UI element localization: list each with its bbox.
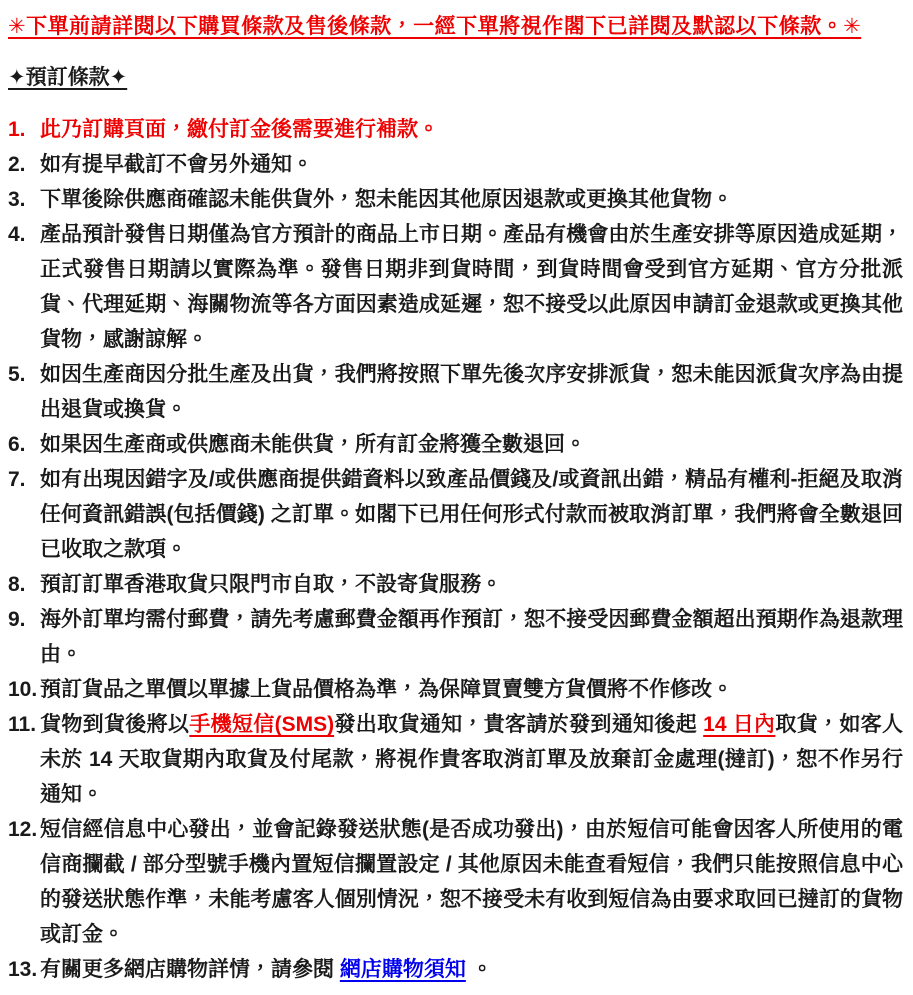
term-item-12	[6, 812, 905, 952]
term-segment: 海外訂單均需付郵費，請先考慮郵費金額再作預訂，恕不接受因郵費金額超出預期作為退款理由。	[40, 608, 903, 666]
term-segment: 產品預計發售日期僅為官方預計的商品上市日期。產品有機會由於生產安排等原因造成延期，正式發售日期請以實際為準。發售日期非到貨時間，到貨時間會受到官方延期、官方分批派貨、代理延期、海關物流等各方面因素造成延遲，恕不接受以此原因申請訂金退款或更換其他貨物，感謝諒解。	[40, 223, 903, 351]
term-segment: 預訂訂單香港取貨只限門市自取，不設寄貨服務。	[40, 573, 502, 596]
term-number: 11.	[8, 713, 37, 736]
term-number: 5.	[8, 363, 26, 386]
term-segment: 如果因生產商或供應商未能供貨，所有訂金將獲全數退回。	[40, 433, 586, 456]
term-item-10	[6, 672, 905, 707]
term-segment: 如有提早截訂不會另外通知。	[40, 153, 313, 176]
term-text	[40, 602, 905, 672]
term-segment: 。	[465, 958, 493, 981]
term-segment: 如因生產商因分批生產及出貨，我們將按照下單先後次序安排派貨，恕未能因派貨次序為由提出退貨或換貨。	[40, 363, 903, 421]
section-heading-preorder-terms: ✦預訂條款✦	[8, 66, 128, 89]
term-item-4	[6, 217, 905, 357]
term-number: 7.	[8, 468, 26, 491]
term-number: 10.	[8, 678, 38, 701]
term-item-5	[6, 357, 905, 427]
term-item-8	[6, 567, 905, 602]
term-item-11	[6, 707, 905, 812]
term-text	[40, 182, 905, 217]
terms-list	[6, 112, 905, 987]
term-text	[40, 147, 905, 182]
term-segment: 有關更多網店購物詳情，請參閱	[40, 958, 340, 981]
highlighted-term-text: 14 日內	[703, 713, 776, 736]
term-text	[40, 952, 905, 987]
term-text	[40, 112, 905, 147]
term-segment: 短信經信息中心發出，並會記錄發送狀態(是否成功發出)，由於短信可能會因客人所使用的電信商攔截 / 部分型號手機內置短信攔置設定 / 其他原因未能查看短信，我們只能按照信息中心的發送狀態作準，未能考慮客人個別情況，恕不接受未有收到短信為由要求取回已撻訂的貨物或訂金。	[40, 818, 903, 946]
term-number: 4.	[8, 223, 26, 246]
term-text	[40, 427, 905, 462]
term-text	[40, 672, 905, 707]
term-segment: 貨物到貨後將以	[40, 713, 190, 736]
term-number: 12.	[8, 818, 38, 841]
term-text	[40, 707, 905, 812]
term-text	[40, 462, 905, 567]
term-segment: 取貨，如客人未於 14 天取貨期內取貨及付尾款，將視作貴客取消訂單及放棄訂金處理(撻訂)，恕不作另行通知。	[40, 713, 903, 806]
term-item-6	[6, 427, 905, 462]
term-number: 6.	[8, 433, 26, 456]
term-number: 1.	[8, 118, 26, 141]
term-item-1	[6, 112, 905, 147]
term-segment: 預訂貨品之單價以單據上貨品價格為準，為保障買賣雙方貨價將不作修改。	[40, 678, 733, 701]
term-number: 2.	[8, 153, 26, 176]
term-item-2	[6, 147, 905, 182]
term-segment: 此乃訂購頁面，繳付訂金後需要進行補款。	[40, 118, 439, 141]
term-segment: 如有出現因錯字及/或供應商提供錯資料以致產品價錢及/或資訊出錯，精品有權利-拒絕及取消任何資訊錯誤(包括價錢) 之訂單。如閣下已用任何形式付款而被取消訂單，我們將會全數退回已收取之款項。	[40, 468, 903, 561]
store-shopping-guide-link[interactable]: 網店購物須知	[339, 958, 466, 981]
highlighted-term-text: 手機短信(SMS)	[189, 713, 335, 736]
term-segment: 下單後除供應商確認未能供貨外，恕未能因其他原因退款或更換其他貨物。	[40, 188, 733, 211]
term-number: 3.	[8, 188, 26, 211]
term-number: 9.	[8, 608, 26, 631]
notice-header: ✳下單前請詳閱以下購買條款及售後條款，一經下單將視作閣下已詳閱及默認以下條款。✳	[8, 15, 862, 38]
term-text	[40, 357, 905, 427]
term-text	[40, 812, 905, 952]
term-text	[40, 567, 905, 602]
term-number: 13.	[8, 958, 38, 981]
term-number: 8.	[8, 573, 26, 596]
term-item-7	[6, 462, 905, 567]
term-item-3	[6, 182, 905, 217]
term-item-9	[6, 602, 905, 672]
term-item-13	[6, 952, 905, 987]
term-text	[40, 217, 905, 357]
term-segment: 發出取貨通知，貴客請於發到通知後起	[334, 713, 704, 736]
